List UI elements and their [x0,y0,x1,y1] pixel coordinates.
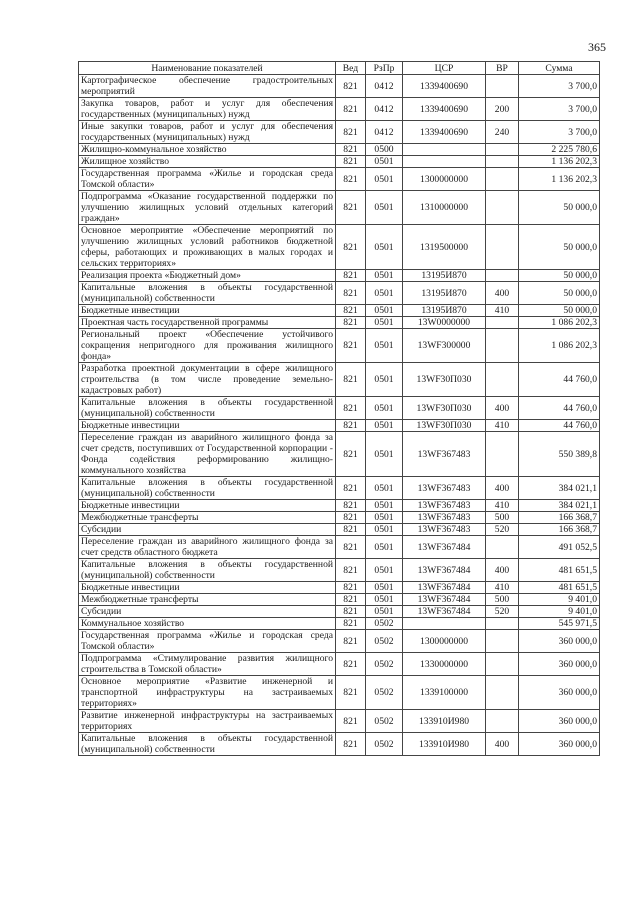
table-row [79,477,600,500]
cell-vr: 410 [486,582,519,594]
cell-ved: 821 [336,653,366,676]
cell-rzpr: 0502 [366,630,403,653]
cell-ved: 821 [336,397,366,420]
cell-vr: 520 [486,606,519,618]
cell-vr [486,317,519,329]
table-row [79,75,600,98]
cell-csr: 1310000000 [403,191,486,225]
cell-ved: 821 [336,191,366,225]
cell-sum: 9 401,0 [519,606,600,618]
cell-rzpr: 0501 [366,329,403,363]
cell-rzpr: 0502 [366,733,403,756]
cell-sum: 1 136 202,3 [519,156,600,168]
cell-vr [486,168,519,191]
cell-ved: 821 [336,363,366,397]
cell-sum: 50 000,0 [519,270,600,282]
cell-name: Капитальные вложения в объекты государственной (муниципальной) собственности [79,559,336,582]
cell-ved: 821 [336,270,366,282]
cell-rzpr: 0501 [366,477,403,500]
cell-rzpr: 0501 [366,582,403,594]
cell-name: Государственная программа «Жилье и городская среда Томской области» [79,630,336,653]
cell-rzpr: 0501 [366,191,403,225]
cell-sum: 360 000,0 [519,733,600,756]
cell-csr: 13WF30П030 [403,420,486,432]
cell-ved: 821 [336,75,366,98]
table-row [79,144,600,156]
cell-csr: 13WF367484 [403,582,486,594]
cell-csr: 1330000000 [403,653,486,676]
cell-sum: 360 000,0 [519,676,600,710]
cell-vr: 520 [486,524,519,536]
cell-rzpr: 0501 [366,317,403,329]
cell-name: Межбюджетные трансферты [79,594,336,606]
cell-name: Подпрограмма «Оказание государственной поддержки по улучшению жилищных условий отдельных категорий граждан» [79,191,336,225]
cell-csr: 13195И870 [403,282,486,305]
cell-vr [486,191,519,225]
cell-rzpr: 0500 [366,144,403,156]
cell-name: Капитальные вложения в объекты государственной (муниципальной) собственности [79,397,336,420]
cell-vr: 410 [486,305,519,317]
header-name: Наименование показателей [79,62,336,75]
cell-rzpr: 0501 [366,536,403,559]
cell-csr: 13WF367483 [403,477,486,500]
table-row [79,168,600,191]
table-row [79,225,600,270]
cell-sum: 1 136 202,3 [519,168,600,191]
cell-sum: 166 368,7 [519,524,600,536]
table-header-row [79,62,600,75]
cell-rzpr: 0501 [366,282,403,305]
cell-ved: 821 [336,317,366,329]
table-row [79,98,600,121]
cell-rzpr: 0502 [366,676,403,710]
cell-name: Межбюджетные трансферты [79,512,336,524]
cell-csr: 13WF367483 [403,432,486,477]
cell-vr: 400 [486,397,519,420]
page-number: 365 [588,40,606,54]
header-vr: ВР [486,62,519,75]
header-rzpr: РзПр [366,62,403,75]
cell-ved: 821 [336,329,366,363]
cell-name: Бюджетные инвестиции [79,305,336,317]
cell-name: Субсидии [79,524,336,536]
cell-sum: 3 700,0 [519,98,600,121]
table-row [79,270,600,282]
cell-rzpr: 0501 [366,397,403,420]
cell-sum: 3 700,0 [519,75,600,98]
cell-csr: 13WF367484 [403,606,486,618]
cell-ved: 821 [336,305,366,317]
cell-vr [486,630,519,653]
cell-name: Жилищно-коммунальное хозяйство [79,144,336,156]
cell-csr: 13W0000000 [403,317,486,329]
cell-ved: 821 [336,168,366,191]
cell-rzpr: 0412 [366,121,403,144]
table-row [79,121,600,144]
cell-rzpr: 0501 [366,305,403,317]
header-sum: Сумма [519,62,600,75]
cell-ved: 821 [336,121,366,144]
cell-name: Основное мероприятие «Обеспечение мероприятий по улучшению жилищных условий работников бюджетной сферы, работающих и проживающих в малых городах и сельских территориях» [79,225,336,270]
table-row [79,420,600,432]
cell-ved: 821 [336,477,366,500]
table-row [79,500,600,512]
cell-vr: 500 [486,512,519,524]
cell-sum: 9 401,0 [519,594,600,606]
cell-csr: 133910И980 [403,733,486,756]
cell-ved: 821 [336,536,366,559]
cell-ved: 821 [336,144,366,156]
cell-sum: 491 052,5 [519,536,600,559]
table-row [79,594,600,606]
cell-vr [486,676,519,710]
cell-vr: 410 [486,420,519,432]
cell-sum: 384 021,1 [519,477,600,500]
cell-csr: 13WF367483 [403,500,486,512]
table-row [79,606,600,618]
cell-vr: 400 [486,282,519,305]
header-ved: Вед [336,62,366,75]
cell-ved: 821 [336,733,366,756]
cell-sum: 2 225 780,6 [519,144,600,156]
cell-ved: 821 [336,582,366,594]
cell-sum: 166 368,7 [519,512,600,524]
cell-rzpr: 0501 [366,524,403,536]
budget-table [78,61,600,756]
cell-rzpr: 0501 [366,225,403,270]
cell-csr: 13WF30П030 [403,397,486,420]
cell-vr [486,536,519,559]
cell-sum: 50 000,0 [519,305,600,317]
cell-sum: 1 086 202,3 [519,329,600,363]
cell-vr: 410 [486,500,519,512]
cell-vr [486,270,519,282]
cell-sum: 481 651,5 [519,582,600,594]
cell-csr: 1300000000 [403,168,486,191]
table-row [79,582,600,594]
cell-vr: 200 [486,98,519,121]
cell-name: Закупка товаров, работ и услуг для обеспечения государственных (муниципальных) нужд [79,98,336,121]
cell-name: Бюджетные инвестиции [79,582,336,594]
cell-name: Проектная часть государственной программы [79,317,336,329]
cell-rzpr: 0501 [366,559,403,582]
cell-name: Переселение граждан из аварийного жилищного фонда за счет средств областного бюджета [79,536,336,559]
table-row [79,733,600,756]
table-row [79,305,600,317]
cell-name: Капитальные вложения в объекты государственной (муниципальной) собственности [79,733,336,756]
cell-csr: 1319500000 [403,225,486,270]
cell-sum: 44 760,0 [519,420,600,432]
cell-csr [403,144,486,156]
cell-rzpr: 0501 [366,168,403,191]
cell-ved: 821 [336,512,366,524]
table-row [79,559,600,582]
table-row [79,512,600,524]
table-row [79,630,600,653]
cell-rzpr: 0501 [366,512,403,524]
cell-csr: 13WF367483 [403,512,486,524]
cell-vr: 500 [486,594,519,606]
cell-ved: 821 [336,225,366,270]
cell-csr: 1339400690 [403,121,486,144]
cell-csr: 13195И870 [403,270,486,282]
table-row [79,191,600,225]
cell-sum: 44 760,0 [519,363,600,397]
table-row [79,618,600,630]
cell-name: Жилищное хозяйство [79,156,336,168]
cell-ved: 821 [336,606,366,618]
cell-sum: 50 000,0 [519,282,600,305]
cell-ved: 821 [336,594,366,606]
cell-csr: 13WF300000 [403,329,486,363]
table-row [79,676,600,710]
cell-name: Капитальные вложения в объекты государственной (муниципальной) собственности [79,282,336,305]
cell-rzpr: 0412 [366,98,403,121]
cell-csr: 13195И870 [403,305,486,317]
cell-rzpr: 0501 [366,606,403,618]
cell-csr: 1339400690 [403,75,486,98]
cell-name: Бюджетные инвестиции [79,420,336,432]
cell-ved: 821 [336,710,366,733]
cell-sum: 3 700,0 [519,121,600,144]
cell-csr: 13WF367484 [403,536,486,559]
cell-ved: 821 [336,676,366,710]
cell-vr [486,653,519,676]
cell-sum: 360 000,0 [519,710,600,733]
table-row [79,156,600,168]
cell-rzpr: 0501 [366,432,403,477]
cell-rzpr: 0501 [366,363,403,397]
table-row [79,329,600,363]
cell-sum: 384 021,1 [519,500,600,512]
table-row [79,524,600,536]
cell-ved: 821 [336,524,366,536]
cell-rzpr: 0502 [366,653,403,676]
cell-csr: 13WF30П030 [403,363,486,397]
cell-csr: 13WF367484 [403,559,486,582]
cell-name: Коммунальное хозяйство [79,618,336,630]
cell-name: Бюджетные инвестиции [79,500,336,512]
cell-vr: 400 [486,477,519,500]
cell-vr [486,144,519,156]
cell-csr: 133910И980 [403,710,486,733]
table-row [79,653,600,676]
cell-name: Реализация проекта «Бюджетный дом» [79,270,336,282]
cell-vr [486,225,519,270]
cell-ved: 821 [336,282,366,305]
cell-vr: 400 [486,733,519,756]
cell-name: Переселение граждан из аварийного жилищного фонда за счет средств, поступивших от Государственной корпорации - Фонда содействия реформированию жилищно-коммунального хозяйства [79,432,336,477]
cell-name: Подпрограмма «Стимулирование развития жилищного строительства в Томской области» [79,653,336,676]
table-row [79,710,600,733]
cell-name: Капитальные вложения в объекты государственной (муниципальной) собственности [79,477,336,500]
table-row [79,317,600,329]
cell-vr [486,432,519,477]
cell-rzpr: 0502 [366,618,403,630]
cell-csr: 1339400690 [403,98,486,121]
cell-rzpr: 0501 [366,270,403,282]
cell-sum: 1 086 202,3 [519,317,600,329]
cell-ved: 821 [336,618,366,630]
cell-sum: 50 000,0 [519,225,600,270]
table-body [79,75,600,756]
cell-name: Развитие инженерной инфраструктуры на застраиваемых территориях [79,710,336,733]
cell-csr [403,618,486,630]
cell-rzpr: 0501 [366,156,403,168]
cell-name: Разработка проектной документации в сфере жилищного строительства (в том числе проведение земельно-кадастровых работ) [79,363,336,397]
table-row [79,363,600,397]
cell-vr [486,75,519,98]
cell-ved: 821 [336,559,366,582]
cell-name: Картографическое обеспечение градостроительных мероприятий [79,75,336,98]
cell-vr: 400 [486,559,519,582]
cell-name: Иные закупки товаров, работ и услуг для обеспечения государственных (муниципальных) нужд [79,121,336,144]
cell-csr: 1300000000 [403,630,486,653]
table-row [79,432,600,477]
cell-rzpr: 0502 [366,710,403,733]
table-row [79,397,600,420]
cell-sum: 481 651,5 [519,559,600,582]
cell-vr [486,329,519,363]
table-row [79,282,600,305]
cell-name: Региональный проект «Обеспечение устойчивого сокращения непригодного для проживания жилищного фонда» [79,329,336,363]
cell-name: Государственная программа «Жилье и городская среда Томской области» [79,168,336,191]
cell-ved: 821 [336,420,366,432]
cell-ved: 821 [336,432,366,477]
cell-name: Субсидии [79,606,336,618]
cell-vr [486,618,519,630]
cell-csr: 13WF367483 [403,524,486,536]
cell-vr [486,363,519,397]
cell-vr [486,710,519,733]
cell-sum: 550 389,8 [519,432,600,477]
table-row [79,536,600,559]
cell-sum: 360 000,0 [519,653,600,676]
cell-ved: 821 [336,500,366,512]
cell-sum: 50 000,0 [519,191,600,225]
cell-ved: 821 [336,98,366,121]
cell-csr [403,156,486,168]
cell-sum: 44 760,0 [519,397,600,420]
cell-rzpr: 0501 [366,420,403,432]
cell-vr [486,156,519,168]
cell-rzpr: 0501 [366,594,403,606]
header-csr: ЦСР [403,62,486,75]
cell-name: Основное мероприятие «Развитие инженерной и транспортной инфраструктуры на застраиваемых территориях» [79,676,336,710]
cell-rzpr: 0501 [366,500,403,512]
cell-csr: 13WF367484 [403,594,486,606]
cell-rzpr: 0412 [366,75,403,98]
cell-ved: 821 [336,156,366,168]
cell-sum: 360 000,0 [519,630,600,653]
cell-ved: 821 [336,630,366,653]
cell-csr: 1339100000 [403,676,486,710]
cell-vr: 240 [486,121,519,144]
cell-sum: 545 971,5 [519,618,600,630]
